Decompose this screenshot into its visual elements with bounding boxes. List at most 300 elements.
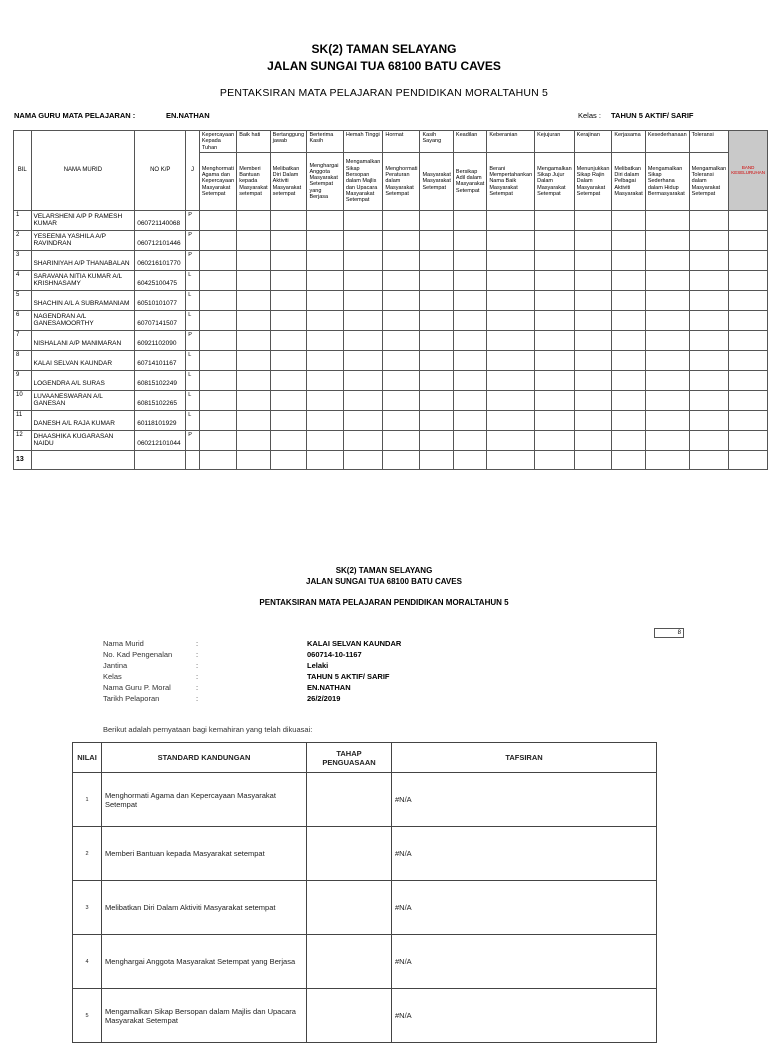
standard-row bbox=[73, 827, 657, 881]
score-cell bbox=[612, 230, 645, 250]
score-cell bbox=[420, 410, 453, 430]
value-header: Keadilan bbox=[453, 131, 486, 153]
score-cell bbox=[453, 230, 486, 250]
score-cell bbox=[270, 370, 307, 390]
student-row-empty bbox=[14, 450, 768, 469]
student-ic: 060721140068 bbox=[135, 210, 186, 230]
standards-header-row bbox=[73, 743, 657, 773]
score-cell bbox=[612, 390, 645, 410]
score-cell bbox=[199, 210, 236, 230]
standard-row bbox=[73, 935, 657, 989]
score-cell bbox=[689, 210, 729, 230]
info-colon: : bbox=[196, 683, 199, 692]
standard-header: Mengamalkan Sikap Sederhana dalam Hidup Bermasyarakat bbox=[645, 152, 689, 210]
student-gender: P bbox=[186, 330, 200, 350]
student-number: 5 bbox=[14, 290, 32, 310]
standard-header: Bersikap Adil dalam Masyarakat Setempat bbox=[453, 152, 486, 210]
student-number: 1 bbox=[14, 210, 32, 230]
score-cell bbox=[729, 310, 768, 330]
score-cell bbox=[453, 410, 486, 430]
nilai-header: NILAI bbox=[73, 743, 102, 773]
score-cell bbox=[199, 390, 236, 410]
score-cell bbox=[645, 270, 689, 290]
score-cell bbox=[237, 410, 270, 430]
info-label: Nama Murid bbox=[103, 639, 144, 648]
score-cell bbox=[237, 370, 270, 390]
score-cell bbox=[574, 430, 612, 450]
score-cell bbox=[645, 350, 689, 370]
tafsiran-text: #N/A bbox=[392, 881, 657, 935]
score-cell bbox=[199, 410, 236, 430]
student-number: 12 bbox=[14, 430, 32, 450]
score-cell bbox=[383, 330, 420, 350]
score-cell bbox=[307, 290, 343, 310]
value-header: Kasih Sayang bbox=[420, 131, 453, 153]
score-cell bbox=[612, 370, 645, 390]
empty-cell bbox=[343, 450, 383, 469]
info-colon: : bbox=[196, 694, 199, 703]
student-row bbox=[14, 390, 768, 410]
student-gender: P bbox=[186, 430, 200, 450]
info-value: KALAI SELVAN KAUNDAR bbox=[307, 639, 402, 648]
score-cell bbox=[343, 310, 383, 330]
score-cell bbox=[645, 310, 689, 330]
score-cell bbox=[689, 350, 729, 370]
standard-header: Melibatkan Diri Dalam Aktiviti Masyarakat setempat bbox=[270, 152, 307, 210]
score-cell bbox=[612, 290, 645, 310]
score-cell bbox=[383, 230, 420, 250]
score-cell bbox=[270, 430, 307, 450]
student-number: 2 bbox=[14, 230, 32, 250]
score-cell bbox=[453, 270, 486, 290]
score-cell bbox=[343, 290, 383, 310]
student-number: 10 bbox=[14, 390, 32, 410]
score-cell bbox=[689, 410, 729, 430]
empty-cell bbox=[645, 450, 689, 469]
score-cell bbox=[237, 290, 270, 310]
score-cell bbox=[574, 250, 612, 270]
student-ic: 60815102249 bbox=[135, 370, 186, 390]
score-cell bbox=[487, 270, 535, 290]
score-cell bbox=[237, 250, 270, 270]
value-header: Kepercayaan Kepada Tuhan bbox=[199, 131, 236, 153]
score-cell bbox=[383, 210, 420, 230]
score-cell bbox=[645, 290, 689, 310]
score-cell bbox=[270, 210, 307, 230]
student-ic: 060712101446 bbox=[135, 230, 186, 250]
score-cell bbox=[453, 210, 486, 230]
value-header: Kejujuran bbox=[535, 131, 575, 153]
score-cell bbox=[729, 390, 768, 410]
info-value: 26/2/2019 bbox=[307, 694, 341, 703]
score-cell bbox=[689, 290, 729, 310]
standard-text: Menghormati Agama dan Kepercayaan Masyarakat Setempat bbox=[102, 773, 307, 827]
empty-cell bbox=[453, 450, 486, 469]
score-cell bbox=[729, 370, 768, 390]
score-cell bbox=[199, 230, 236, 250]
student-gender: L bbox=[186, 370, 200, 390]
student-number: 4 bbox=[14, 270, 32, 290]
standard-header: Menghargai Anggota Masyarakat Setempat yang Berjasa bbox=[307, 152, 343, 210]
score-cell bbox=[307, 270, 343, 290]
info-label: Jantina bbox=[103, 661, 128, 670]
student-name: DANESH A/L RAJA KUMAR bbox=[31, 410, 135, 430]
score-cell bbox=[574, 310, 612, 330]
score-cell bbox=[574, 330, 612, 350]
score-cell bbox=[729, 230, 768, 250]
score-cell bbox=[199, 430, 236, 450]
student-name: SHARINIYAH A/P THANABALAN bbox=[31, 250, 135, 270]
score-cell bbox=[645, 370, 689, 390]
score-cell bbox=[343, 330, 383, 350]
score-cell bbox=[612, 430, 645, 450]
empty-cell bbox=[307, 450, 343, 469]
score-cell bbox=[237, 230, 270, 250]
score-cell bbox=[270, 310, 307, 330]
info-colon: : bbox=[196, 661, 199, 670]
score-cell bbox=[453, 310, 486, 330]
score-cell bbox=[383, 390, 420, 410]
score-cell bbox=[199, 310, 236, 330]
score-cell bbox=[574, 290, 612, 310]
value-header: Hemah Tinggi bbox=[343, 131, 383, 153]
score-cell bbox=[535, 410, 575, 430]
score-cell bbox=[343, 390, 383, 410]
standard-header: Masyarakat Masyarakat Setempat bbox=[420, 152, 453, 210]
score-cell bbox=[689, 430, 729, 450]
score-cell bbox=[453, 390, 486, 410]
score-cell bbox=[453, 350, 486, 370]
standard-header: Mengamalkan Toleransi dalam Masyarakat Setempat bbox=[689, 152, 729, 210]
score-cell bbox=[307, 230, 343, 250]
score-cell bbox=[535, 230, 575, 250]
score-cell bbox=[270, 290, 307, 310]
student-gender: L bbox=[186, 310, 200, 330]
score-cell bbox=[237, 390, 270, 410]
score-cell bbox=[270, 270, 307, 290]
student-name: NAGENDRAN A/L GANESAMOORTHY bbox=[31, 310, 135, 330]
report-school-name: SK(2) TAMAN SELAYANG bbox=[335, 566, 433, 575]
score-cell bbox=[420, 230, 453, 250]
tahap-cell bbox=[307, 827, 392, 881]
score-cell bbox=[420, 250, 453, 270]
student-number: 9 bbox=[14, 370, 32, 390]
score-cell bbox=[535, 210, 575, 230]
student-row bbox=[14, 370, 768, 390]
score-cell bbox=[237, 310, 270, 330]
score-cell bbox=[420, 290, 453, 310]
student-ic: 60714101167 bbox=[135, 350, 186, 370]
score-cell bbox=[199, 350, 236, 370]
score-cell bbox=[343, 270, 383, 290]
student-row bbox=[14, 350, 768, 370]
score-cell bbox=[453, 330, 486, 350]
student-name: DHAASHIKA KUGARASAN NAIDU bbox=[31, 430, 135, 450]
value-header: Keberanian bbox=[487, 131, 535, 153]
tafsiran-text: #N/A bbox=[392, 827, 657, 881]
score-cell bbox=[237, 270, 270, 290]
student-name: SHACHIN A/L A SUBRAMANIAM bbox=[31, 290, 135, 310]
score-cell bbox=[487, 310, 535, 330]
info-label: Kelas bbox=[103, 672, 122, 681]
info-colon: : bbox=[196, 650, 199, 659]
nilai-number: 4 bbox=[73, 935, 102, 989]
score-cell bbox=[237, 210, 270, 230]
student-number: 7 bbox=[14, 330, 32, 350]
standard-header: Memberi Bantuan kepada Masyarakat setempat bbox=[237, 152, 270, 210]
tahap-penguasaan-header: TAHAP PENGUASAAN bbox=[307, 743, 392, 773]
score-cell bbox=[343, 370, 383, 390]
score-cell bbox=[574, 270, 612, 290]
tahap-cell bbox=[307, 935, 392, 989]
score-cell bbox=[487, 210, 535, 230]
nilai-number: 1 bbox=[73, 773, 102, 827]
info-colon: : bbox=[196, 639, 199, 648]
score-cell bbox=[270, 250, 307, 270]
score-cell bbox=[383, 430, 420, 450]
score-cell bbox=[574, 390, 612, 410]
score-cell bbox=[487, 390, 535, 410]
value-header: Baik hati bbox=[237, 131, 270, 153]
score-cell bbox=[689, 370, 729, 390]
student-row bbox=[14, 330, 768, 350]
score-cell bbox=[420, 210, 453, 230]
value-header: Toleransi bbox=[689, 131, 729, 153]
score-cell bbox=[612, 270, 645, 290]
school-name: SK(2) TAMAN SELAYANG bbox=[311, 42, 457, 56]
student-row bbox=[14, 430, 768, 450]
student-number: 6 bbox=[14, 310, 32, 330]
info-label: Tarikh Pelaporan bbox=[103, 694, 160, 703]
score-cell bbox=[420, 310, 453, 330]
report-address: JALAN SUNGAI TUA 68100 BATU CAVES bbox=[306, 577, 462, 586]
student-number: 11 bbox=[14, 410, 32, 430]
student-gender: L bbox=[186, 290, 200, 310]
student-ic: 60118101929 bbox=[135, 410, 186, 430]
empty-cell bbox=[420, 450, 453, 469]
info-colon: : bbox=[196, 672, 199, 681]
score-cell bbox=[535, 430, 575, 450]
header-row-values bbox=[14, 131, 768, 153]
standard-kandungan-header: STANDARD KANDUNGAN bbox=[102, 743, 307, 773]
score-cell bbox=[689, 230, 729, 250]
standard-header: Berani Mempertahankan Nama Baik Masyarakat Setempat bbox=[487, 152, 535, 210]
empty-cell bbox=[487, 450, 535, 469]
page-number-box: 8 bbox=[654, 628, 684, 638]
tahap-cell bbox=[307, 881, 392, 935]
score-cell bbox=[307, 310, 343, 330]
score-cell bbox=[612, 330, 645, 350]
score-cell bbox=[199, 290, 236, 310]
standard-text: Menghargai Anggota Masyarakat Setempat yang Berjasa bbox=[102, 935, 307, 989]
student-name: LUVAANESWARAN A/L GANESAN bbox=[31, 390, 135, 410]
student-row bbox=[14, 230, 768, 250]
score-cell bbox=[487, 370, 535, 390]
score-cell bbox=[383, 370, 420, 390]
score-cell bbox=[383, 410, 420, 430]
student-ic: 60921102090 bbox=[135, 330, 186, 350]
score-cell bbox=[535, 370, 575, 390]
score-cell bbox=[535, 390, 575, 410]
empty-cell bbox=[383, 450, 420, 469]
student-gender: L bbox=[186, 390, 200, 410]
score-cell bbox=[689, 250, 729, 270]
score-cell bbox=[535, 330, 575, 350]
teacher-value: EN.NATHAN bbox=[166, 111, 210, 120]
score-cell bbox=[612, 350, 645, 370]
score-cell bbox=[645, 330, 689, 350]
score-cell bbox=[270, 390, 307, 410]
score-cell bbox=[535, 310, 575, 330]
score-cell bbox=[270, 350, 307, 370]
info-value: 060714-10-1167 bbox=[307, 650, 362, 659]
tafsiran-text: #N/A bbox=[392, 935, 657, 989]
tahap-cell bbox=[307, 773, 392, 827]
student-number: 3 bbox=[14, 250, 32, 270]
student-name: SARAVANA NITIA KUMAR A/L KRISHNASAMY bbox=[31, 270, 135, 290]
standard-header: Mengamalkan Sikap Jujur Dalam Masyarakat Setempat bbox=[535, 152, 575, 210]
score-cell bbox=[535, 350, 575, 370]
student-name: YESEENIA YASHILA A/P RAVINDRAN bbox=[31, 230, 135, 250]
score-cell bbox=[307, 250, 343, 270]
empty-cell bbox=[237, 450, 270, 469]
score-cell bbox=[420, 390, 453, 410]
col-nama-header: NAMA MURID bbox=[31, 131, 135, 211]
score-cell bbox=[729, 270, 768, 290]
empty-cell bbox=[689, 450, 729, 469]
score-cell bbox=[645, 230, 689, 250]
student-ic: 060212101044 bbox=[135, 430, 186, 450]
tafsiran-header: TAFSIRAN bbox=[392, 743, 657, 773]
assessment-title: PENTAKSIRAN MATA PELAJARAN PENDIDIKAN MORALTAHUN 5 bbox=[219, 87, 549, 99]
student-gender: L bbox=[186, 410, 200, 430]
class-value: TAHUN 5 AKTIF/ SARIF bbox=[611, 111, 694, 120]
report-title: PENTAKSIRAN MATA PELAJARAN PENDIDIKAN MORALTAHUN 5 bbox=[259, 598, 509, 607]
student-number: 8 bbox=[14, 350, 32, 370]
teacher-label: NAMA GURU MATA PELAJARAN : bbox=[14, 111, 136, 120]
score-cell bbox=[270, 410, 307, 430]
score-cell bbox=[383, 350, 420, 370]
score-cell bbox=[343, 250, 383, 270]
score-cell bbox=[453, 250, 486, 270]
score-cell bbox=[199, 250, 236, 270]
value-header: Berterima Kasih bbox=[307, 131, 343, 153]
info-value: Lelaki bbox=[307, 661, 329, 670]
standard-row bbox=[73, 989, 657, 1043]
score-cell bbox=[487, 330, 535, 350]
score-cell bbox=[343, 410, 383, 430]
tahap-cell bbox=[307, 989, 392, 1043]
score-cell bbox=[237, 330, 270, 350]
student-ic: 60425100475 bbox=[135, 270, 186, 290]
student-name: KALAI SELVAN KAUNDAR bbox=[31, 350, 135, 370]
score-cell bbox=[574, 210, 612, 230]
score-cell bbox=[645, 250, 689, 270]
score-cell bbox=[307, 410, 343, 430]
score-cell bbox=[612, 210, 645, 230]
student-number: 13 bbox=[14, 450, 32, 469]
score-cell bbox=[487, 230, 535, 250]
score-cell bbox=[487, 290, 535, 310]
score-cell bbox=[453, 430, 486, 450]
score-cell bbox=[343, 350, 383, 370]
class-assessment-table bbox=[13, 130, 768, 470]
score-cell bbox=[612, 250, 645, 270]
score-cell bbox=[574, 410, 612, 430]
score-cell bbox=[199, 330, 236, 350]
score-cell bbox=[383, 290, 420, 310]
info-label: No. Kad Pengenalan bbox=[103, 650, 173, 659]
col-nokp-header: NO K/P bbox=[135, 131, 186, 211]
student-ic: 60510101077 bbox=[135, 290, 186, 310]
score-cell bbox=[574, 370, 612, 390]
score-cell bbox=[237, 350, 270, 370]
score-cell bbox=[307, 330, 343, 350]
score-cell bbox=[612, 410, 645, 430]
student-ic: 60815102265 bbox=[135, 390, 186, 410]
value-header: Hormat bbox=[383, 131, 420, 153]
score-cell bbox=[574, 230, 612, 250]
student-row bbox=[14, 410, 768, 430]
value-header: Kesederhanaan bbox=[645, 131, 689, 153]
student-gender: L bbox=[186, 270, 200, 290]
score-cell bbox=[383, 250, 420, 270]
score-cell bbox=[729, 210, 768, 230]
score-cell bbox=[487, 410, 535, 430]
empty-cell bbox=[729, 450, 768, 469]
student-name: NISHALANI A/P MANIMARAN bbox=[31, 330, 135, 350]
score-cell bbox=[729, 290, 768, 310]
score-cell bbox=[307, 430, 343, 450]
score-cell bbox=[343, 430, 383, 450]
standard-header: Mengamalkan Sikap Bersopan dalam Majlis dan Upacara Masyarakat Setempat bbox=[343, 152, 383, 210]
info-label: Nama Guru P. Moral bbox=[103, 683, 171, 692]
standard-header: Melibatkan Diri dalam Pelbagai Aktiviti Masyarakat bbox=[612, 152, 645, 210]
school-address: JALAN SUNGAI TUA 68100 BATU CAVES bbox=[267, 59, 501, 73]
value-header: Kerjasama bbox=[612, 131, 645, 153]
empty-cell bbox=[31, 450, 135, 469]
score-cell bbox=[729, 430, 768, 450]
score-cell bbox=[487, 350, 535, 370]
standard-header: Menghormati Peraturan dalam Masyarakat Setempat bbox=[383, 152, 420, 210]
standard-row bbox=[73, 881, 657, 935]
score-cell bbox=[612, 310, 645, 330]
score-cell bbox=[199, 370, 236, 390]
score-cell bbox=[487, 430, 535, 450]
score-cell bbox=[487, 250, 535, 270]
score-cell bbox=[307, 210, 343, 230]
empty-cell bbox=[535, 450, 575, 469]
score-cell bbox=[453, 370, 486, 390]
info-value: TAHUN 5 AKTIF/ SARIF bbox=[307, 672, 390, 681]
score-cell bbox=[535, 270, 575, 290]
empty-cell bbox=[199, 450, 236, 469]
score-cell bbox=[645, 390, 689, 410]
score-cell bbox=[270, 330, 307, 350]
score-cell bbox=[645, 210, 689, 230]
score-cell bbox=[420, 430, 453, 450]
nilai-number: 2 bbox=[73, 827, 102, 881]
score-cell bbox=[343, 210, 383, 230]
score-cell bbox=[645, 410, 689, 430]
score-cell bbox=[729, 350, 768, 370]
empty-cell bbox=[574, 450, 612, 469]
standards-table bbox=[72, 742, 657, 1043]
standard-text: Memberi Bantuan kepada Masyarakat setempat bbox=[102, 827, 307, 881]
student-ic: 60707141507 bbox=[135, 310, 186, 330]
value-header: Kerajinan bbox=[574, 131, 612, 153]
score-cell bbox=[729, 330, 768, 350]
